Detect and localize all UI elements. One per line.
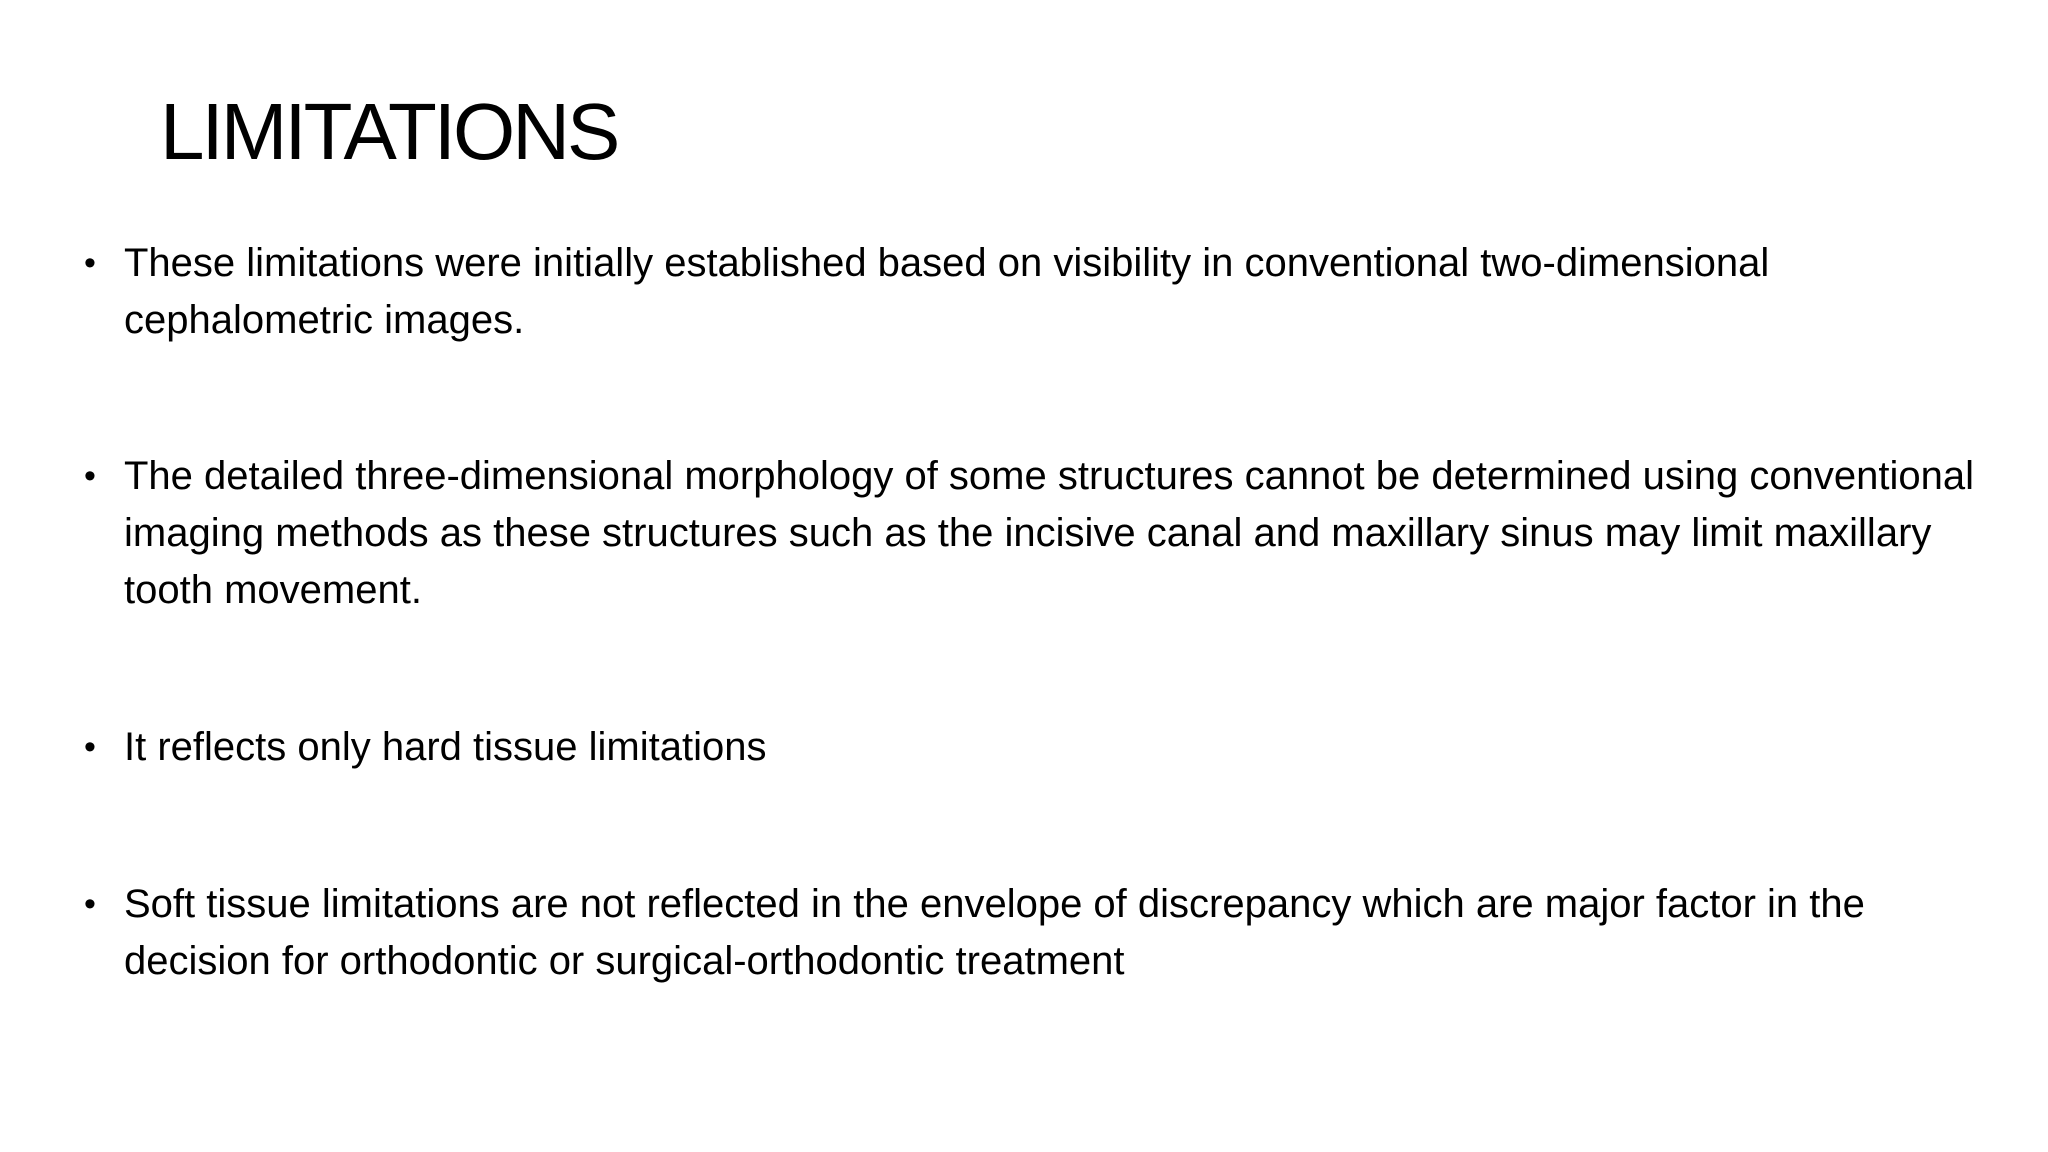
bullet-text: It reflects only hard tissue limitations <box>124 725 767 769</box>
bullet-icon: • <box>84 244 96 282</box>
bullet-item <box>84 876 1984 990</box>
bullet-item <box>84 719 1984 776</box>
bullet-text: The detailed three-dimensional morphology of some structures cannot be determined using conventional imaging methods as these structures such as the incisive canal and maxillary sinus may limit maxillary tooth movement. <box>124 454 1974 612</box>
bullet-text: These limitations were initially established based on visibility in conventional two-dimensional cephalometric images. <box>124 241 1770 342</box>
slide-title: LIMITATIONS <box>160 87 618 176</box>
bullet-item <box>84 448 1984 619</box>
bullet-item <box>84 235 1984 349</box>
bullet-icon: • <box>84 728 96 766</box>
bullet-icon: • <box>84 457 96 495</box>
bullet-icon: • <box>84 885 96 923</box>
bullet-text: Soft tissue limitations are not reflected in the envelope of discrepancy which are major factor in the decision for orthodontic or surgical-orthodontic treatment <box>124 882 1865 983</box>
